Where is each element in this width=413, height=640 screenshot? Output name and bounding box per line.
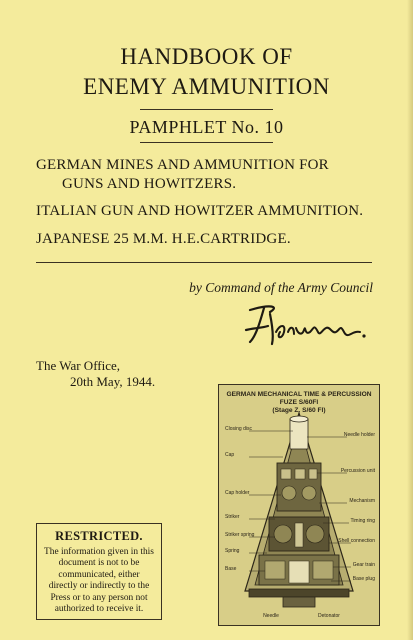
title-line-1: HANDBOOK OF xyxy=(120,44,293,69)
restricted-text: The information given in this document is not to be communicated, either directly or indirectly to the Press or to any person not authorized to receive it. xyxy=(44,547,154,615)
restricted-heading: RESTRICTED. xyxy=(55,529,143,543)
issue-date: 20th May, 1944. xyxy=(70,374,156,390)
rule-under-pamphlet xyxy=(140,142,273,143)
title-line-2: ENEMY AMMUNITION xyxy=(83,74,330,99)
authority-byline: by Command of the Army Council xyxy=(189,280,373,295)
rule-under-subjects xyxy=(36,262,372,263)
office-name: The War Office, xyxy=(36,358,121,373)
fuze-title-line-1: GERMAN MECHANICAL TIME & PERCUSSION FUZE S/60Fl xyxy=(226,391,372,406)
fuze-title-line-2: (Stage Z. S/60 Fl) xyxy=(272,406,326,414)
fuze-label-bottom: Detonator xyxy=(318,613,340,619)
fuze-label-left: Striker xyxy=(225,514,240,520)
fuze-label-right: Gear train xyxy=(352,562,375,568)
fuze-label-left: Cap holder xyxy=(225,490,250,496)
fuze-label-right: Needle holder xyxy=(343,432,375,438)
fuze-cutaway-drawing xyxy=(219,385,379,625)
rule-under-title xyxy=(140,109,273,110)
fuze-label-left: Base xyxy=(225,566,237,572)
fuze-label-right: Base plug xyxy=(352,576,375,582)
fuze-label-bottom: Needle xyxy=(263,613,279,619)
fuze-label-left: Closing disc xyxy=(225,426,252,432)
fuze-label-right: Percussion unit xyxy=(340,468,375,474)
subject-line-4: JAPANESE 25 M.M. H.E.CARTRIDGE. xyxy=(36,231,291,247)
fuze-label-left: Striker spring xyxy=(225,532,255,538)
fuze-illustration xyxy=(218,384,380,626)
fuze-label-left: Cap xyxy=(225,452,235,458)
fuze-label-right: Timing ring xyxy=(350,518,375,524)
subject-line-3: ITALIAN GUN AND HOWITZER AMMUNITION. xyxy=(36,203,364,219)
subject-line-1: GERMAN MINES AND AMMUNITION FOR xyxy=(36,157,329,173)
issuing-office xyxy=(36,358,155,391)
fuze-illustration-title xyxy=(219,391,379,415)
restricted-notice xyxy=(36,523,162,620)
page-edge-shadow xyxy=(407,0,413,640)
subject-line-2: GUNS AND HOWITZERS. xyxy=(62,176,237,192)
fuze-label-right: Mechanism xyxy=(349,498,375,504)
fuze-label-left: Spring xyxy=(225,548,240,554)
pamphlet-number: PAMPHLET No. 10 xyxy=(129,117,284,137)
fuze-label-right: Shell connection xyxy=(338,538,375,544)
handwritten-signature xyxy=(240,302,370,350)
